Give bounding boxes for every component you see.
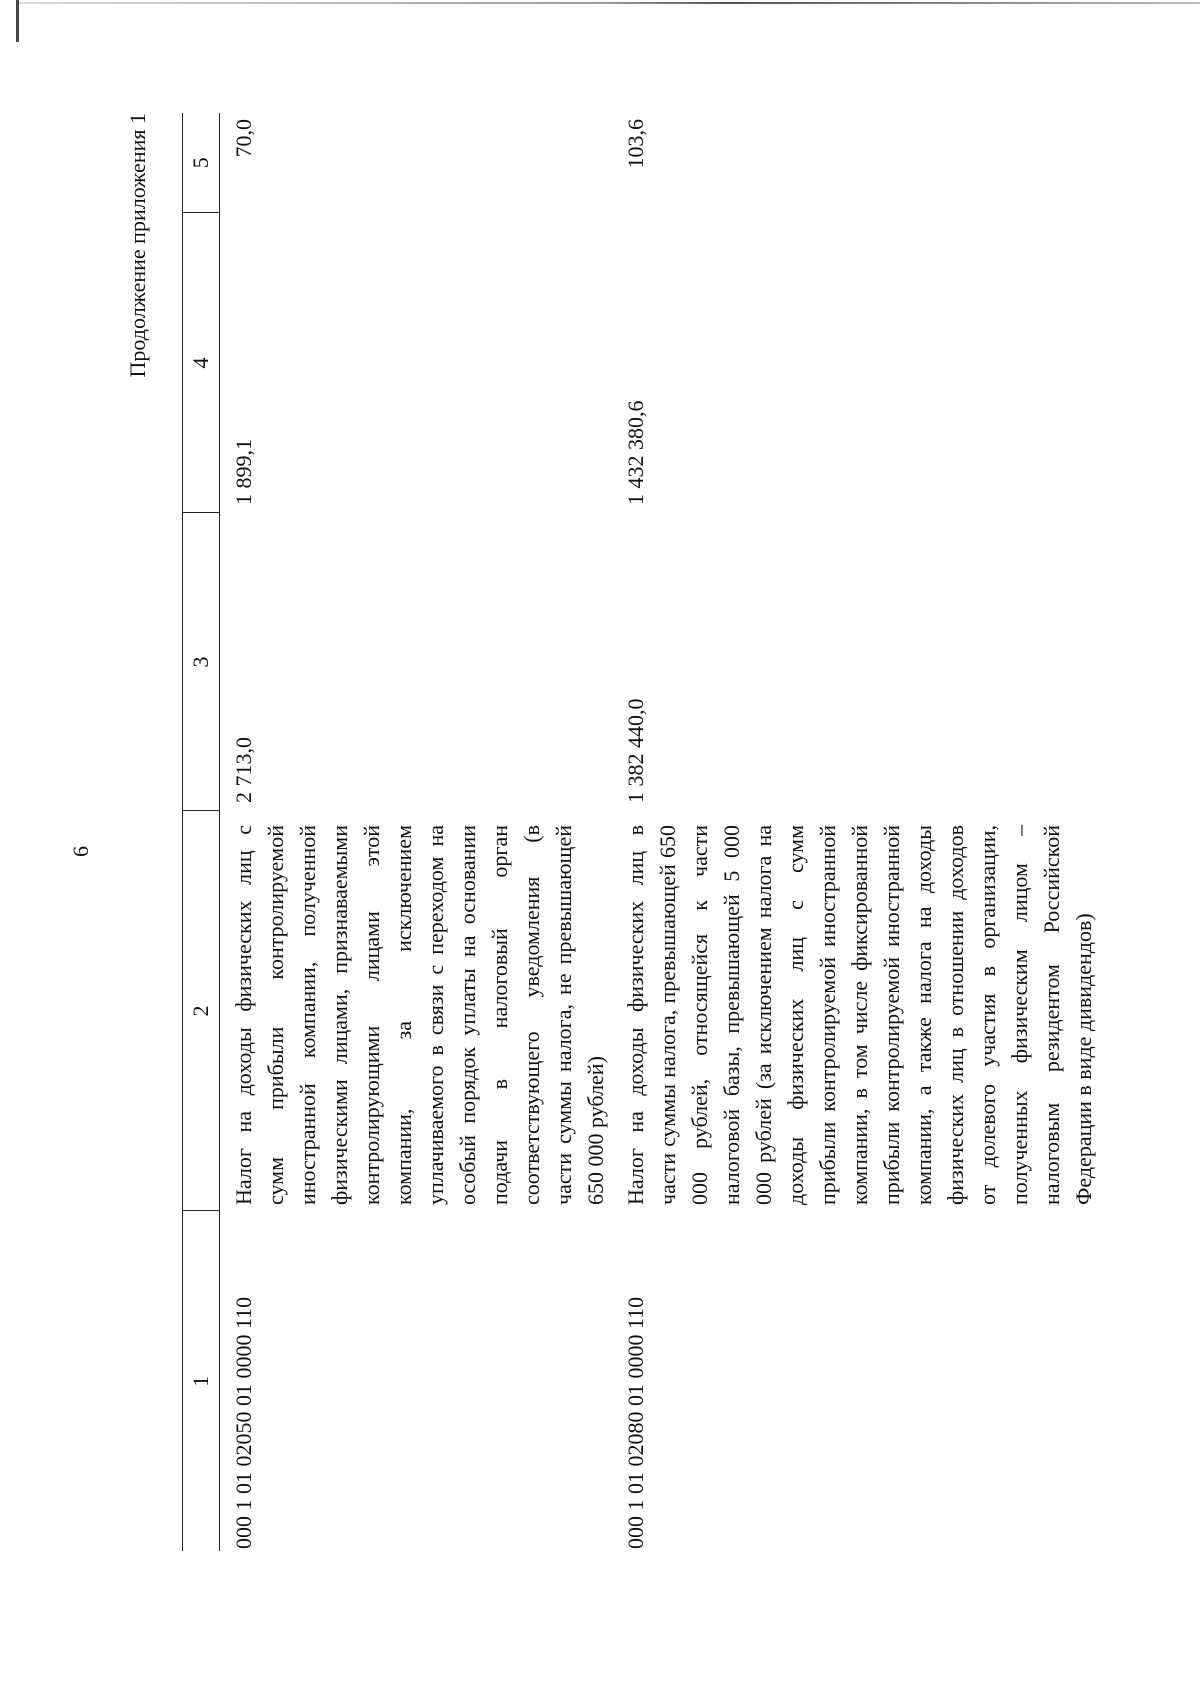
column-header-3: 3 (183, 513, 220, 811)
row-description: Налог на доходы физических лиц с сумм прибыли контролируемой иностранной компании, полученной физическими лицами, признаваемыми контролирующими лицами этой компании, за исключением уплачиваемого в связи с переходом на особый порядок уплаты на основании подачи в налоговый орган соответствующего уведомления (в части суммы налога, не превышающей 650 000 рублей) (231, 825, 608, 1205)
row-value-col4: 1 899,1 (231, 439, 256, 505)
page-number: 6 (68, 846, 93, 857)
row-value-col4: 1 432 380,6 (623, 400, 648, 505)
row-code: 000 1 01 02050 01 0000 110 (231, 1296, 256, 1549)
row-value-col3: 1 382 440,0 (623, 698, 648, 803)
column-header-5: 5 (183, 113, 220, 213)
table-header-row (183, 113, 220, 1551)
column-header-1: 1 (183, 1211, 220, 1551)
table-row (220, 113, 613, 1551)
row-value-col5: 70,0 (231, 119, 256, 158)
row-value-col3: 2 713,0 (231, 737, 256, 803)
budget-table (182, 113, 1100, 1551)
row-description: Налог на доходы физических лиц в части суммы налога, превышающей 650 000 рублей, относящейся к части налоговой базы, превышающей 5 000 000 рублей (за исключением налога на доходы физических лиц с сумм прибыли контролируемой иностранной компании, в том числе фиксированной прибыли контролируемой иностранной компании, а также налога на доходы физических лиц в отношении доходов от долевого участия в организации, полученных физическим лицом – налоговым резидентом Российской Федерации в виде дивидендов) (623, 825, 1096, 1205)
table-row (612, 113, 1100, 1551)
column-header-2: 2 (183, 811, 220, 1211)
column-header-4: 4 (183, 213, 220, 513)
row-value-col5: 103,6 (623, 119, 648, 169)
row-code: 000 1 01 02080 01 0000 110 (623, 1296, 648, 1549)
continuation-label: Продолжение приложения 1 (125, 113, 150, 378)
